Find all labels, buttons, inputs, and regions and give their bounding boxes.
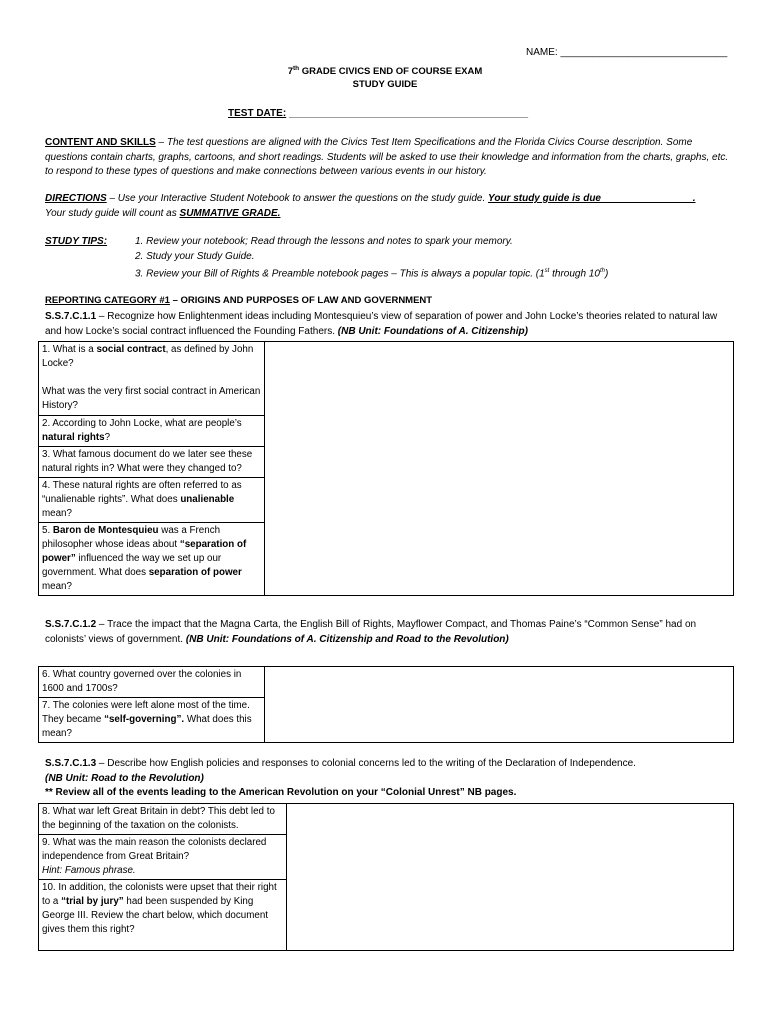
question-table-3 [38, 803, 734, 951]
table-row [39, 667, 734, 698]
question-3: 3. What famous document do we later see these natural rights in? What were they changed to? [39, 447, 265, 478]
exam-title: 7th GRADE CIVICS END OF COURSE EXAM [287, 65, 483, 78]
study-tips-label: STUDY TIPS: [45, 236, 108, 247]
question-table-1 [38, 341, 734, 596]
table-row [39, 342, 734, 416]
study-tip-1: 1. Review your notebook; Read through the lessons and notes to spark your memory. [135, 236, 513, 247]
name-field[interactable]: NAME: ______________________________ [526, 47, 728, 58]
study-tip-3: 3. Review your Bill of Rights & Preamble notebook pages – This is always a popular topic. (1st through 10th) [135, 268, 609, 280]
reporting-category-1: REPORTING CATEGORY #1 – ORIGINS AND PURPOSES OF LAW AND GOVERNMENT [45, 295, 433, 306]
question-10: 10. In addition, the colonists were upset that their right to a “trial by jury” had been suspended by King George III. Review the chart below, which document gives them this right? [39, 880, 287, 951]
table-row [39, 804, 734, 835]
question-9: 9. What was the main reason the colonists declared independence from Great Britain? Hint: Famous phrase. [39, 835, 287, 880]
benchmark-2: S.S.7.C.1.2 – Trace the impact that the Magna Carta, the English Bill of Rights, Mayflower Compact, and Thomas Paine’s “Common Sense” had on colonists’ views of government. (NB Unit: Foundations of A. Citizenship and Road to the Revolution) [45, 619, 697, 645]
benchmark-3: S.S.7.C.1.3 – Describe how English policies and responses to colonial concerns led to the writing of the Declaration of Independence. (NB Unit: Road to the Revolution) ** Review all of the events leading to the American Revolution on your “Colonial Unrest” NB pages. [45, 758, 636, 798]
directions: DIRECTIONS – Use your Interactive Student Notebook to answer the questions on the study guide. Your study guide is due ________________. Your study guide will count as SUMMATIVE GRADE. [45, 193, 696, 219]
question-6: 6. What country governed over the colonies in 1600 and 1700s? [39, 667, 265, 698]
content-and-skills: CONTENT AND SKILLS – The test questions are aligned with the Civics Test Item Specifications and the Florida Civics Course description. Some questions contain charts, graphs, cartoons, and short readings. Students will be asked to use their knowledge and information from the charts, graphs, etc. to respond to these types of questions and make connections between various events in our history. [45, 137, 729, 177]
question-5: 5. Baron de Montesquieu was a French philosopher whose ideas about “separation of power” influenced the way we set up our government. What does separation of power mean? [39, 523, 265, 596]
answer-box-1[interactable] [264, 342, 733, 596]
question-2: 2. According to John Locke, what are people’s natural rights? [39, 416, 265, 447]
benchmark-1: S.S.7.C.1.1 – Recognize how Enlightenment ideas including Montesquieu’s view of separation of power and John Locke’s theories related to natural law and how Locke’s social contract influenced the Founding Fathers. (NB Unit: Foundations of A. Citizenship) [45, 311, 718, 337]
study-tips-list [135, 235, 608, 282]
question-table-2 [38, 666, 734, 743]
answer-box-2[interactable] [264, 667, 733, 743]
exam-subtitle: STUDY GUIDE [352, 79, 418, 90]
study-tip-2: 2. Study your Study Guide. [135, 250, 255, 262]
question-4: 4. These natural rights are often referred to as “unalienable rights”. What does unalienable mean? [39, 478, 265, 523]
question-1: 1. What is a social contract, as defined by John Locke? What was the very first social contract in American History? [39, 342, 265, 416]
answer-box-3[interactable] [286, 804, 733, 951]
question-7: 7. The colonies were left alone most of the time. They became “self-governing”. What does this mean? [39, 698, 265, 743]
question-8: 8. What war left Great Britain in debt? This debt led to the beginning of the taxation on the colonists. [39, 804, 287, 835]
test-date: TEST DATE: ___________________________________________ [228, 108, 529, 119]
